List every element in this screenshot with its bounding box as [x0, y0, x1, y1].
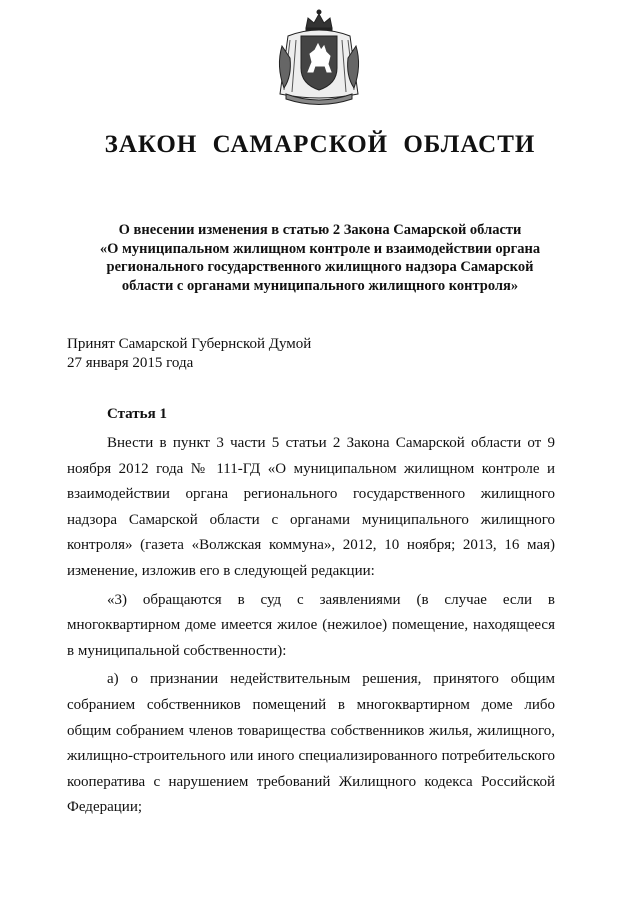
law-subject [70, 221, 570, 295]
adopted-by: Принят Самарской Губернской Думой [67, 336, 312, 352]
paragraph: Внести в пункт 3 части 5 статьи 2 Закона Самарской области от 9 ноября 2012 года № 111-ГД «О муниципальном жилищном контроле и взаимодействии органа регионального государственного жилищного надзора Самарской области с органами муниципального жилищного контроля» (газета «Волжская коммуна», 2012, 10 ноября; 2013, 16 мая) изменение, изложив его в следующей редакции: [67, 435, 555, 579]
subject-line: регионального государственного жилищного надзора Самарской [106, 259, 534, 275]
adoption-date: 27 января 2015 года [67, 355, 194, 371]
paragraph: а) о признании недействительным решения, принятого общим собранием собственников помещений в многоквартирном доме либо общим собранием членов товарищества собственников жилья, жилищного, жилищно-строительного или иного специализированного потребительского кооператива с нарушением требований Жилищного кодекса Российской Федерации; [67, 671, 555, 816]
adoption-info [67, 335, 467, 373]
samara-oblast-coat-of-arms-icon [268, 6, 370, 106]
article-body [67, 431, 555, 821]
subject-line: области с органами муниципального жилищного контроля» [121, 277, 519, 294]
article-heading: Статья 1 [107, 406, 167, 422]
paragraph: «3) обращаются в суд с заявлениями (в случае если в многоквартирном доме имеется жилое (нежилое) помещение, находящееся в муниципальной собственности): [67, 591, 555, 659]
subject-line: О внесении изменения в статью 2 Закона Самарской области [118, 222, 522, 238]
subject-line: «О муниципальном жилищном контроле и взаимодействии органа [99, 240, 541, 257]
law-title: ЗАКОН САМАРСКОЙ ОБЛАСТИ [104, 131, 536, 158]
